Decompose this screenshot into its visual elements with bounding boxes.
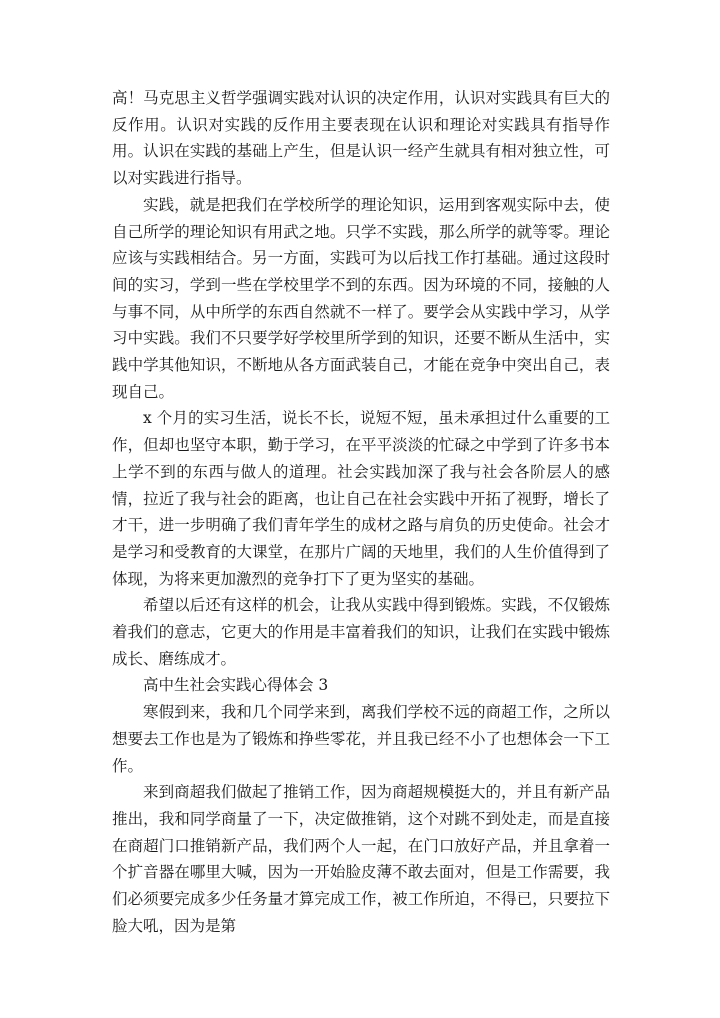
- paragraph-3: x 个月的实习生活，说长不长，说短不短，虽未承担过什么重要的工作，但却也坚守本职，勤于学习，在平平淡淡的忙碌之中学到了许多书本上学不到的东西与做人的道理。社会实践加深了我与社会各阶层人的感情，拉近了我与社会的距离，也让自己在社会实践中开拓了视野，增长了才干，进一步明确了我们青年学生的成材之路与肩负的历史使命。社会才是学习和受教育的大课堂，在那片广阔的天地里，我们的人生价值得到了体现，为将来更加激烈的竞争打下了更为坚实的基础。: [112, 409, 610, 588]
- paragraph-1: 高！马克思主义哲学强调实践对认识的决定作用，认识对实践具有巨大的反作用。认识对实践的反作用主要表现在认识和理论对实践具有指导作用。认识在实践的基础上产生，但是认识一经产生就具有相对独立性，可以对实践进行指导。: [112, 89, 610, 188]
- section-paragraph-1: 寒假到来，我和几个同学来到，离我们学校不远的商超工作，之所以想要去工作也是为了锻炼和挣些零花，并且我已经不小了也想体会一下工作。: [112, 703, 610, 775]
- paragraph-2: 实践，就是把我们在学校所学的理论知识，运用到客观实际中去，使自己所学的理论知识有用武之地。只学不实践，那么所学的就等零。理论应该与实践相结合。另一方面，实践可为以后找工作打基础。通过这段时间的实习，学到一些在学校里学不到的东西。因为环境的不同，接触的人与事不同，从中所学的东西自然就不一样了。要学会从实践中学习，从学习中实践。我们不只要学好学校里所学到的知识，还要不断从生活中，实践中学其他知识，不断地从各方面武装自己，才能在竞争中突出自己，表现自己。: [112, 195, 610, 401]
- paragraph-4: 希望以后还有这样的机会，让我从实践中得到锻炼。实践，不仅锻炼着我们的意志，它更大的作用是丰富着我们的知识，让我们在实践中锻炼成长、磨练成才。: [112, 596, 610, 668]
- section-paragraph-2: 来到商超我们做起了推销工作，因为商超规模挺大的，并且有新产品推出，我和同学商量了一下，决定做推销，这个对跳不到处走，而是直接在商超门口推销新产品，我们两个人一起，在门口放好产品，并且拿着一个扩音器在哪里大喊，因为一开始脸皮薄不敢去面对，但是工作需要，我们必须要完成多少任务量才算完成工作，被工作所迫，不得已，只要拉下脸大吼，因为是第: [112, 783, 610, 935]
- section-title: 高中生社会实践心得体会 3: [143, 676, 329, 695]
- document-body: [112, 85, 610, 940]
